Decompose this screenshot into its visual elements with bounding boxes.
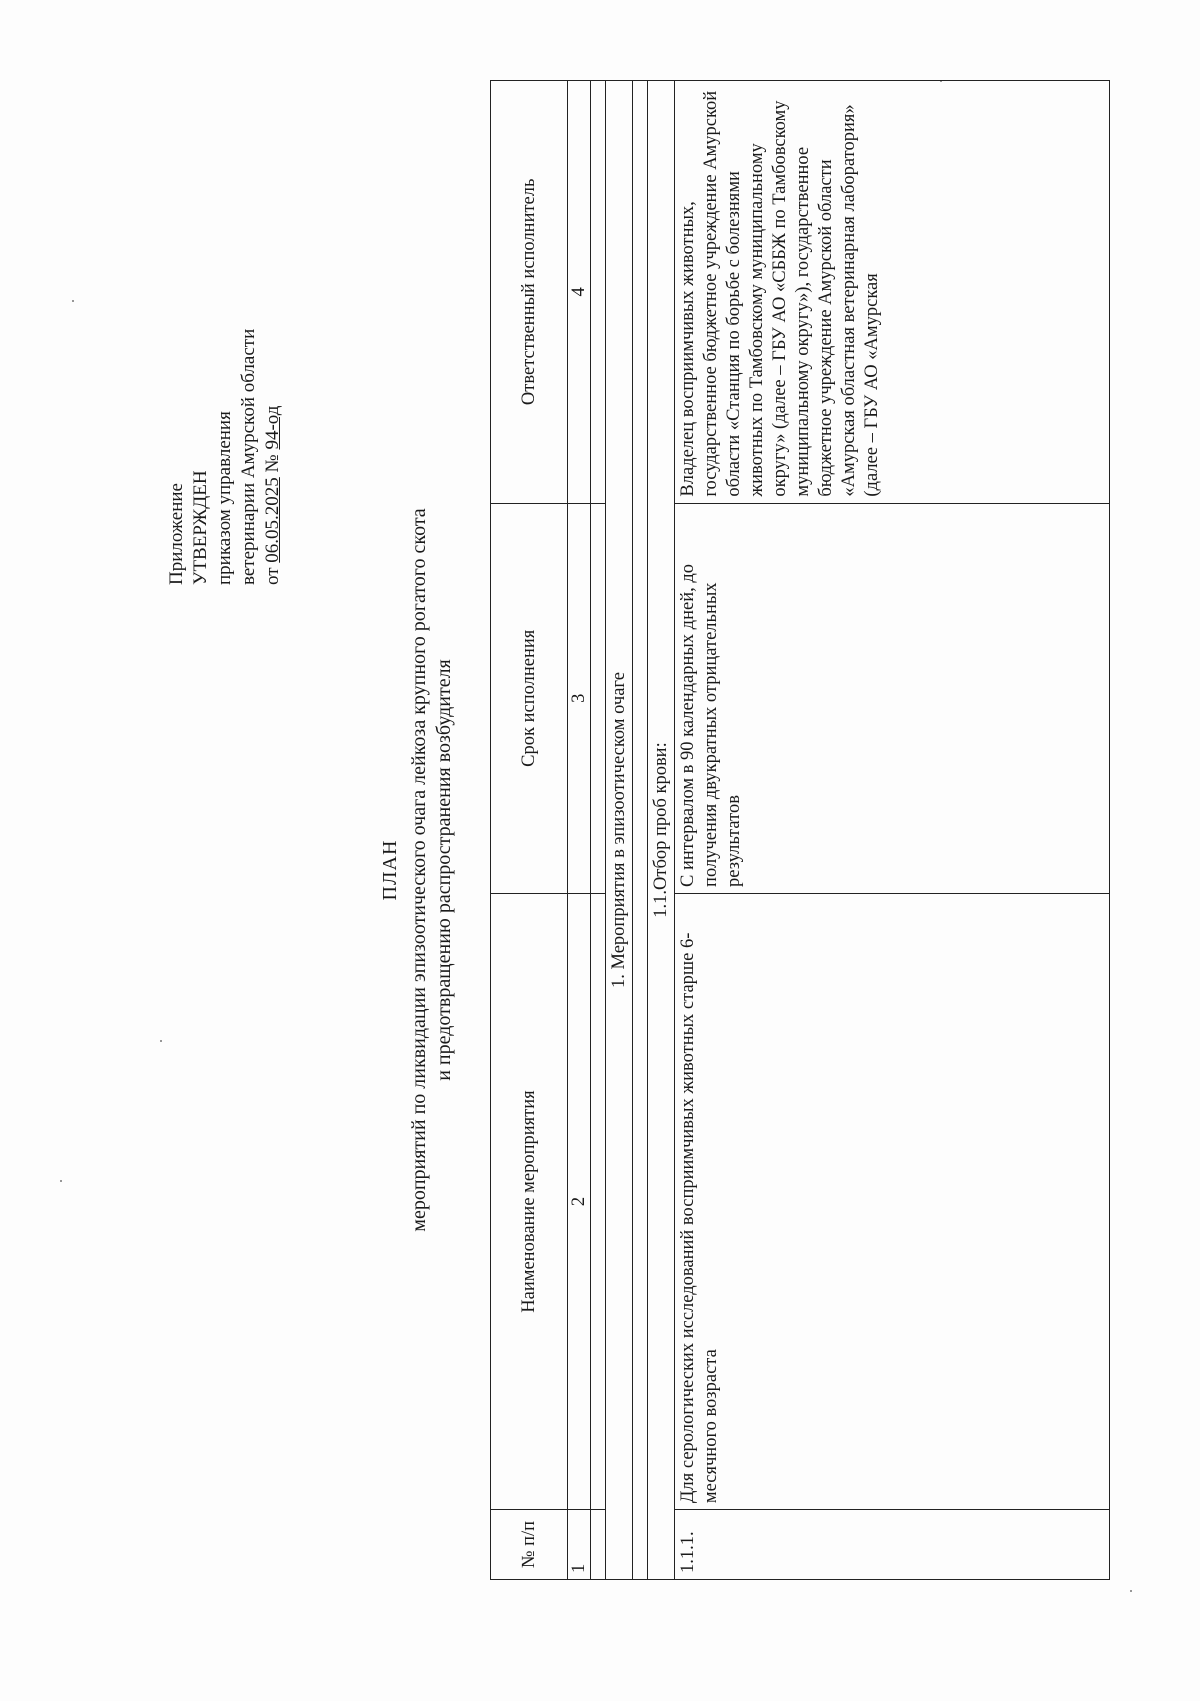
header-term: Срок исполнения xyxy=(491,503,568,893)
approval-from: от xyxy=(262,562,283,585)
title-line-1: мероприятий по ликвидации эпизоотического очага лейкоза крупного рогатого скота xyxy=(408,508,430,1232)
header-number: № п/п xyxy=(491,1510,568,1580)
row-number: 1.1.1. xyxy=(675,1510,1110,1580)
column-number-row xyxy=(568,81,591,1580)
table-header-row xyxy=(491,81,568,1580)
row-executor: Владелец восприимчивых животных, государственное бюджетное учреждение Амурской области «Станция по борьбе с болезнями животных по Тамбовскому муниципальному округу» (далее – ГБУ АО «СББЖ по Тамбовскому муниципальному округу»), государственное бюджетное учреждение Амурской области «Амурская областная ветеринарная лаборатория» (далее – ГБУ АО «Амурская xyxy=(675,81,1110,504)
col-num-3: 3 xyxy=(568,503,591,893)
header-name: Наименование мероприятия xyxy=(491,893,568,1509)
col-num-1: 1 xyxy=(568,1510,591,1580)
title-heading: ПЛАН xyxy=(379,839,401,901)
row-term: С интервалом в 90 календарных дней, до получения двукратных отрицательных результатов xyxy=(675,503,1110,893)
rotated-sheet xyxy=(20,30,1180,1670)
col-num-4: 4 xyxy=(568,81,591,504)
section-row xyxy=(606,81,633,1580)
row-name: Для серологических исследований восприимчивых животных старше 6-месячного возраста xyxy=(675,893,1110,1509)
table-row xyxy=(675,81,1110,1580)
title-line-2: и предотвращению распространения возбудителя xyxy=(433,659,455,1081)
approval-appendix: Приложение xyxy=(166,483,187,585)
spacer-row xyxy=(591,81,606,1580)
approval-number-sign: № xyxy=(262,449,283,478)
subsection-title: 1.1.Отбор проб крови: xyxy=(648,81,675,1580)
approval-date: 06.05.2025 xyxy=(262,477,283,563)
spacer-row xyxy=(633,81,648,1580)
approval-approved: УТВЕРЖДЕН xyxy=(190,470,211,585)
approval-authority: ветеринарии Амурской области xyxy=(238,328,259,585)
col-num-2: 2 xyxy=(568,893,591,1509)
plan-table xyxy=(490,80,1110,1580)
header-executor: Ответственный исполнитель xyxy=(491,81,568,504)
approval-date-number xyxy=(261,65,285,585)
approval-order-line: приказом управления xyxy=(214,411,235,585)
approval-stamp-block xyxy=(165,65,285,585)
section-title: 1. Мероприятия в эпизоотическом очаге xyxy=(606,81,633,1580)
subsection-row xyxy=(648,81,675,1580)
document-title xyxy=(378,220,457,1520)
approval-order-number: 94-од xyxy=(262,405,283,450)
